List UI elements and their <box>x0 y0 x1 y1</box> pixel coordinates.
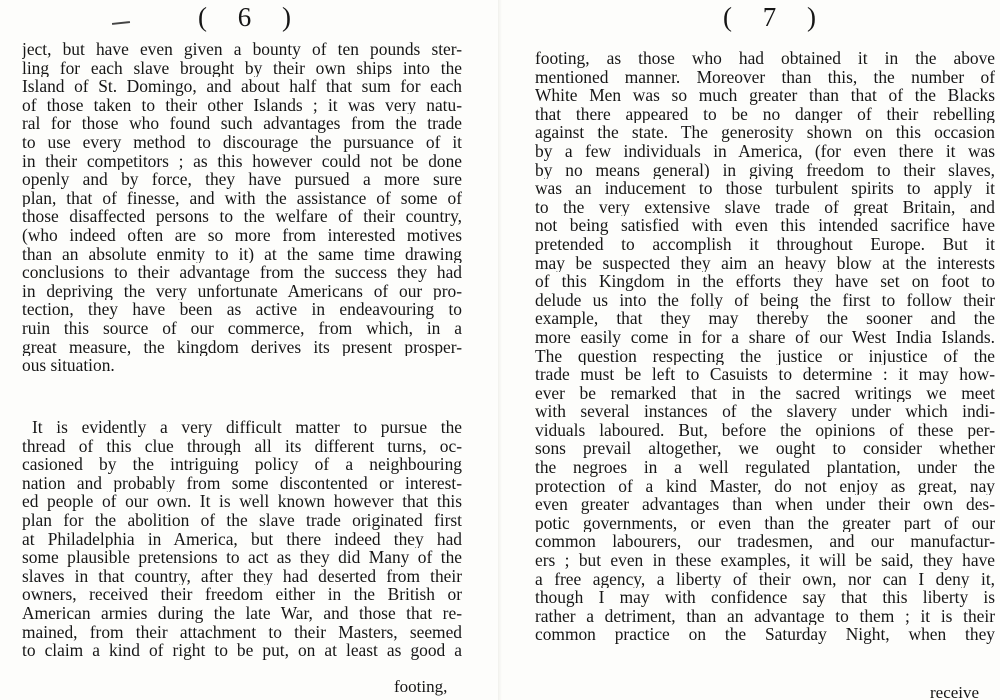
text-line: ever be remarked that in the sacred writings we meet <box>535 383 995 403</box>
page-number: ( 7 ) <box>723 2 828 32</box>
text-line: sons prevail altogether, we ought to consider whether <box>535 439 995 459</box>
text-line: in depriving the very unfortunate Americans of our pro- <box>22 281 462 301</box>
text-line: that there appeared to be no danger of their rebelling <box>535 104 995 124</box>
text-line: more easily come in for a share of our West India Islands. <box>535 327 995 347</box>
text-line: may be suspected they aim an heavy blow at the interests <box>535 253 995 273</box>
text-line: of this Kingdom in the efforts they have set on foot to <box>535 272 995 291</box>
text-line: than an absolute enmity to it) at the same time drawing <box>22 244 462 264</box>
text-line: The question respecting the justice or injustice of the <box>535 346 995 366</box>
text-line: tection, they have been as active in endeavouring to <box>22 300 462 319</box>
text-line: ruin this source of our commerce, from which, in a <box>22 318 462 338</box>
text-line: ject, but have even given a bounty of ten pounds ster- <box>22 40 462 59</box>
catchword: receive <box>930 683 980 700</box>
text-line: trade must be left to Casuists to determine : it may how- <box>535 365 995 384</box>
text-line: owners, received their freedom either in the British or <box>22 585 462 604</box>
text-line: common practice on the Saturday Night, when they <box>535 625 995 644</box>
text-line: thread of this clue through all its different turns, oc- <box>22 436 462 456</box>
text-line: those disaffected persons to the welfare of their country, <box>22 207 462 226</box>
text-line: the negroes in a well regulated plantation, under the <box>535 458 995 477</box>
text-line: with several instances of the slavery under which indi- <box>535 402 995 421</box>
text-line: delude us into the folly of being the first to follow their <box>535 290 995 310</box>
text-line: to use every method to discourage the pursuance of it <box>22 132 462 152</box>
text-line: ers ; but even in these examples, it will be said, they have <box>535 551 995 570</box>
text-line: American armies during the late War, and those that re- <box>22 603 462 623</box>
text-line: some plausible pretensions to act as they did Many of the <box>22 548 462 567</box>
text-line: by no means general) in giving freedom to their slaves, <box>535 160 995 180</box>
text-line: against the state. The generosity shown on this occasion <box>535 123 995 142</box>
text-line: pretended to accomplish it throughout Europe. But it <box>535 234 995 254</box>
text-line: viduals laboured. But, before the opinions of these per- <box>535 420 995 440</box>
text-line: in their competitors ; as this however could not be done <box>22 151 462 171</box>
paragraph <box>22 418 462 660</box>
text-line: plan, that of finesse, and with the assistance of some of <box>22 188 462 208</box>
text-line: (who indeed often are so more from interested motives <box>22 225 462 245</box>
text-line: conclusions to their advantage from the success they had <box>22 263 462 282</box>
text-line: to claim a kind of right to be put, on at least as good a <box>22 641 462 660</box>
text-line: by a few individuals in America, (for even there it was <box>535 141 995 161</box>
text-line: openly and by force, they have pursued a more sure <box>22 170 462 189</box>
ink-mark <box>112 21 130 25</box>
text-line: ed people of our own. It is well known however that this <box>22 492 462 511</box>
text-line: even greater advantages than when under their own des- <box>535 495 995 514</box>
text-line: common labourers, our tradesmen, and our manufactur- <box>535 532 995 552</box>
text-line: protection of a kind Master, do not enjoy as great, nay <box>535 476 995 496</box>
text-line: great measure, the kingdom derives its present prosper- <box>22 337 462 357</box>
text-line: at Philadelphia in America, but there indeed they had <box>22 529 462 549</box>
text-line: nation and probably from some discontented or interest- <box>22 473 462 493</box>
paragraph <box>535 49 995 644</box>
text-line: to the very extensive slave trade of great Britain, and <box>535 197 995 217</box>
text-line: was an inducement to those turbulent spirits to apply it <box>535 179 995 198</box>
text-line: rather a detriment, than an advantage to them ; it is their <box>535 606 995 626</box>
text-line: potic governments, or even than the greater part of our <box>535 513 995 533</box>
text-line: ous situation. <box>22 356 115 375</box>
text-line: though I may with confidence say that this liberty is <box>535 588 995 607</box>
text-line: slaves in that country, after they had deserted from their <box>22 566 462 586</box>
text-line: mentioned manner. Moreover than this, the number of <box>535 67 995 87</box>
right-page <box>500 0 1000 700</box>
paragraph <box>22 40 462 375</box>
page-number: ( 6 ) <box>198 2 303 32</box>
text-line: Island of St. Domingo, and about half that sum for each <box>22 77 462 96</box>
text-line: casioned by the intriguing policy of a neighbouring <box>22 455 462 474</box>
text-line: example, that they may thereby the sooner and the <box>535 309 995 328</box>
text-line: of those taken to their other Islands ; it was very natu- <box>22 95 462 115</box>
text-line: It is evidently a very difficult matter to pursue the <box>32 418 462 437</box>
text-line: not being satisfied with even this intended sacrifice have <box>535 216 995 235</box>
text-line: footing, as those who had obtained it in the above <box>535 49 995 68</box>
text-line: ling for each slave brought by their own ships into the <box>22 58 462 78</box>
text-line: mained, from their attachment to their Masters, seemed <box>22 622 462 642</box>
text-line: a free agency, a liberty of their own, nor can I deny it, <box>535 569 995 589</box>
catchword: footing, <box>394 677 448 696</box>
text-line: White Men was so much greater than that of the Blacks <box>535 86 995 105</box>
text-line: plan for the abolition of the slave trade originated first <box>22 510 462 530</box>
text-line: ral for those who found such advantages from the trade <box>22 114 462 133</box>
